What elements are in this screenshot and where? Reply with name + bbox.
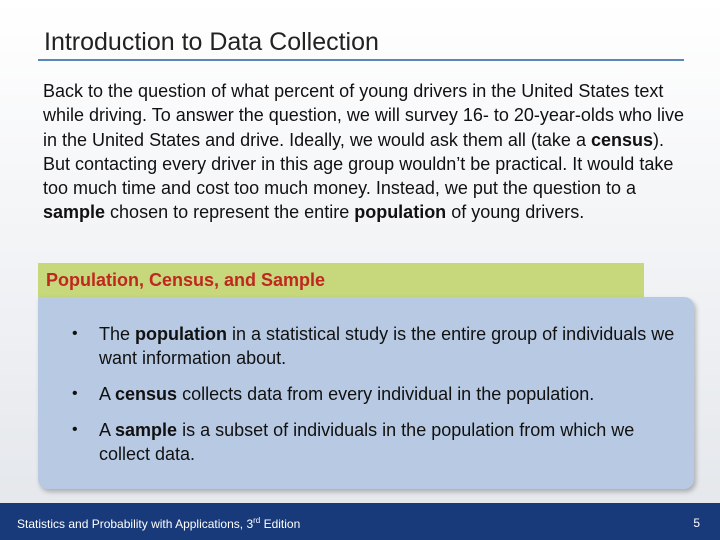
footer-book-title — [17, 516, 300, 531]
bullet-term: population — [135, 324, 228, 344]
bullet-text-pre: A — [99, 384, 116, 404]
bullet-dot-icon: • — [72, 325, 78, 342]
footer-title-main: Statistics and Probability with Applications, 3 — [17, 517, 254, 531]
intro-text-3: chosen to represent the entire — [105, 202, 355, 223]
page-number: 5 — [693, 516, 700, 530]
intro-paragraph — [43, 79, 693, 225]
definition-item-population — [68, 322, 678, 370]
definition-header-label: Population, Census, and Sample — [46, 270, 326, 290]
bullet-term: census — [115, 384, 178, 404]
bullet-text-post: is a subset of individuals in the population from which we collect data. — [99, 420, 635, 464]
footer-title-edition: Edition — [260, 517, 301, 531]
definition-list — [68, 322, 678, 466]
definition-item-census — [68, 382, 678, 406]
intro-text-2: ). But contacting every driver in this age group wouldn’t be practical. It would take too much time and cost too much money. Instead, we put the question to a — [43, 129, 674, 199]
definition-header — [38, 263, 644, 299]
bullet-text-pre: A — [99, 420, 116, 440]
term-census: census — [590, 129, 654, 150]
bullet-dot-icon: • — [72, 385, 78, 402]
footer-bar — [0, 503, 720, 540]
bullet-term: sample — [115, 420, 178, 440]
definition-box — [38, 297, 694, 489]
bullet-text-post: in a statistical study is the entire group of individuals we want information about. — [99, 324, 675, 368]
intro-text-1: Back to the question of what percent of young drivers in the United States text while driving. To answer the question, we will survey 16- to 20-year-olds who live in the United States and drive. Ideally, we would ask them all (take a — [43, 81, 684, 150]
intro-text-4: of young drivers. — [446, 202, 585, 223]
title-underline — [38, 59, 684, 61]
term-sample: sample — [43, 202, 106, 223]
definition-item-sample — [68, 418, 678, 466]
bullet-text-pre: The — [99, 324, 136, 344]
footer-title-sup: rd — [253, 516, 261, 525]
term-population: population — [354, 202, 447, 223]
slide-title: Introduction to Data Collection — [44, 28, 379, 56]
bullet-dot-icon: • — [72, 421, 78, 438]
bullet-text-post: collects data from every individual in the population. — [177, 384, 595, 404]
